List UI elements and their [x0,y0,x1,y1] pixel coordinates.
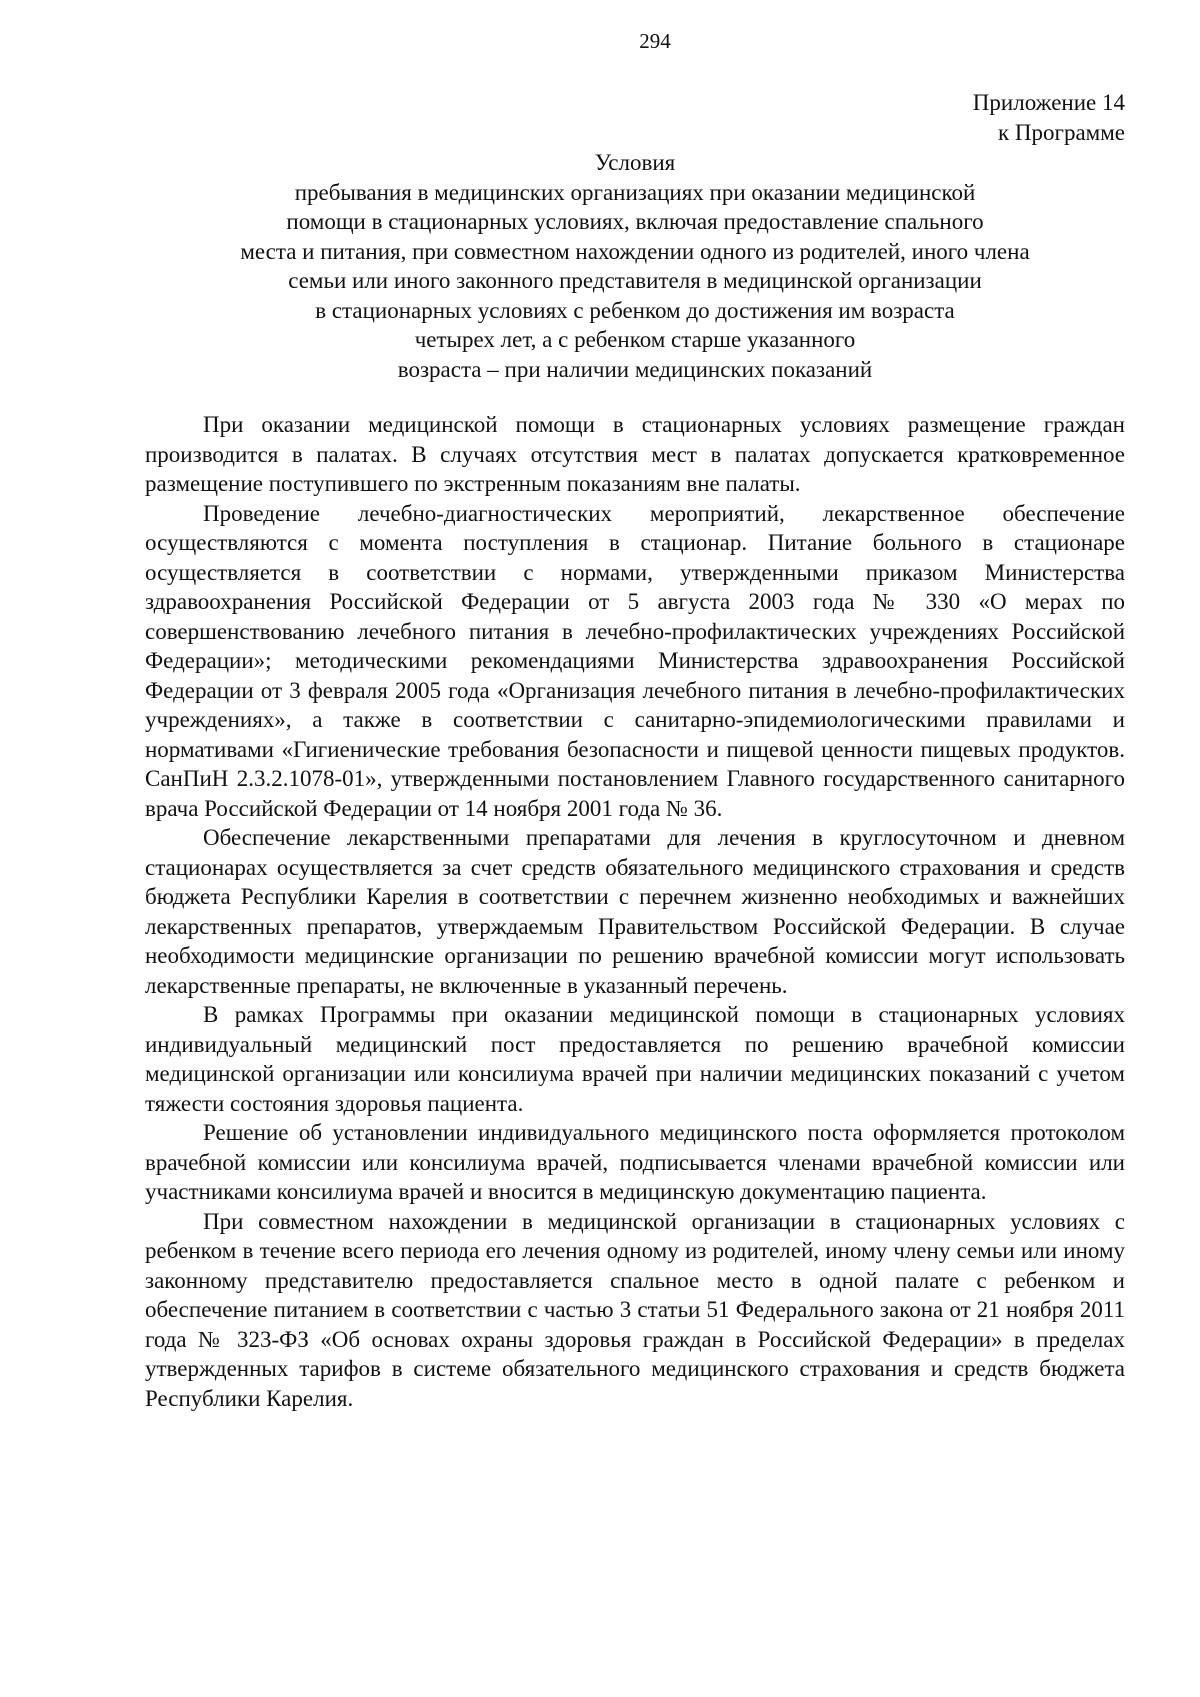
title-line: в стационарных условиях с ребенком до достижения им возраста [315,297,955,323]
title-line: семьи или иного законного представителя в медицинской организации [288,268,982,293]
title-line: места и питания, при совместном нахождении одного из родителей, иного члена [240,238,1030,264]
body-paragraph: При оказании медицинской помощи в стационарных условиях размещение граждан производится в палатах. В случаях отсутствия мест в палатах допускается кратковременное размещение поступившего по экстренным показаниям вне палаты. [145,412,1125,496]
title-line: пребывания в медицинских организациях при оказании медицинской [294,179,976,205]
title-line: четырех лет, а с ребенком старше указанного [414,327,856,352]
appendix-reference [145,88,1125,148]
document-body [145,410,1125,1413]
title-line: возраста – при наличии медицинских показаний [397,356,873,382]
page-number: 294 [639,29,671,53]
document-title [145,148,1125,384]
title-heading: Условия [594,150,676,175]
body-paragraph: Решение об установлении индивидуального медицинского поста оформляется протоколом врачебной комиссии или консилиума врачей, подписывается членами врачебной комиссии или участниками консилиума врачей и вносится в медицинскую документацию пациента. [145,1120,1125,1204]
title-line: помощи в стационарных условиях, включая предоставление спального [286,209,984,234]
document-page [145,28,1125,1413]
body-paragraph: Проведение лечебно-диагностических мероприятий, лекарственное обеспечение осуществляются с момента поступления в стационар. Питание больного в стационаре осуществляется в соответствии с нормами, утвержденными приказом Министерства здравоохранения Российской Федерации от 5 августа 2003 года № 330 «О мерах по совершенствованию лечебного питания в лечебно-профилактических учреждениях Российской Федерации»; методическими рекомендациями Министерства здравоохранения Российской Федерации от 3 февраля 2005 года «Организация лечебного питания в лечебно-профилактических учреждениях», а также в соответствии с санитарно-эпидемиологическими правилами и нормативами «Гигиенические требования безопасности и пищевой ценности пищевых продуктов. СанПиН 2.3.2.1078-01», утвержденными постановлением Главного государственного санитарного врача Российской Федерации от 14 ноября 2001 года № 36. [145,500,1125,821]
appendix-line-1: Приложение 14 [972,90,1125,115]
body-paragraph: В рамках Программы при оказании медицинской помощи в стационарных условиях индивидуальный медицинский пост предоставляется по решению врачебной комиссии медицинской организации или консилиума врачей при наличии медицинских показаний с учетом тяжести состояния здоровья пациента. [145,1002,1125,1116]
appendix-line-2: к Программе [998,120,1125,145]
body-paragraph: При совместном нахождении в медицинской организации в стационарных условиях с ребенком в течение всего периода его лечения одному из родителей, иному члену семьи или иному законному представителю предоставляется спальное место в одной палате с ребенком и обеспечение питанием в соответствии с частью 3 статьи 51 Федерального закона от 21 ноября 2011 года № 323-ФЗ «Об основах охраны здоровья граждан в Российской Федерации» в пределах утвержденных тарифов в системе обязательного медицинского страхования и средств бюджета Республики Карелия. [145,1208,1125,1411]
body-paragraph: Обеспечение лекарственными препаратами для лечения в круглосуточном и дневном стационарах осуществляется за счет средств обязательного медицинского страхования и средств бюджета Республики Карелия в соответствии с перечнем жизненно необходимых и важнейших лекарственных препаратов, утверждаемым Правительством Российской Федерации. В случае необходимости медицинские организации по решению врачебной комиссии могут использовать лекарственные препараты, не включенные в указанный перечень. [145,825,1125,998]
